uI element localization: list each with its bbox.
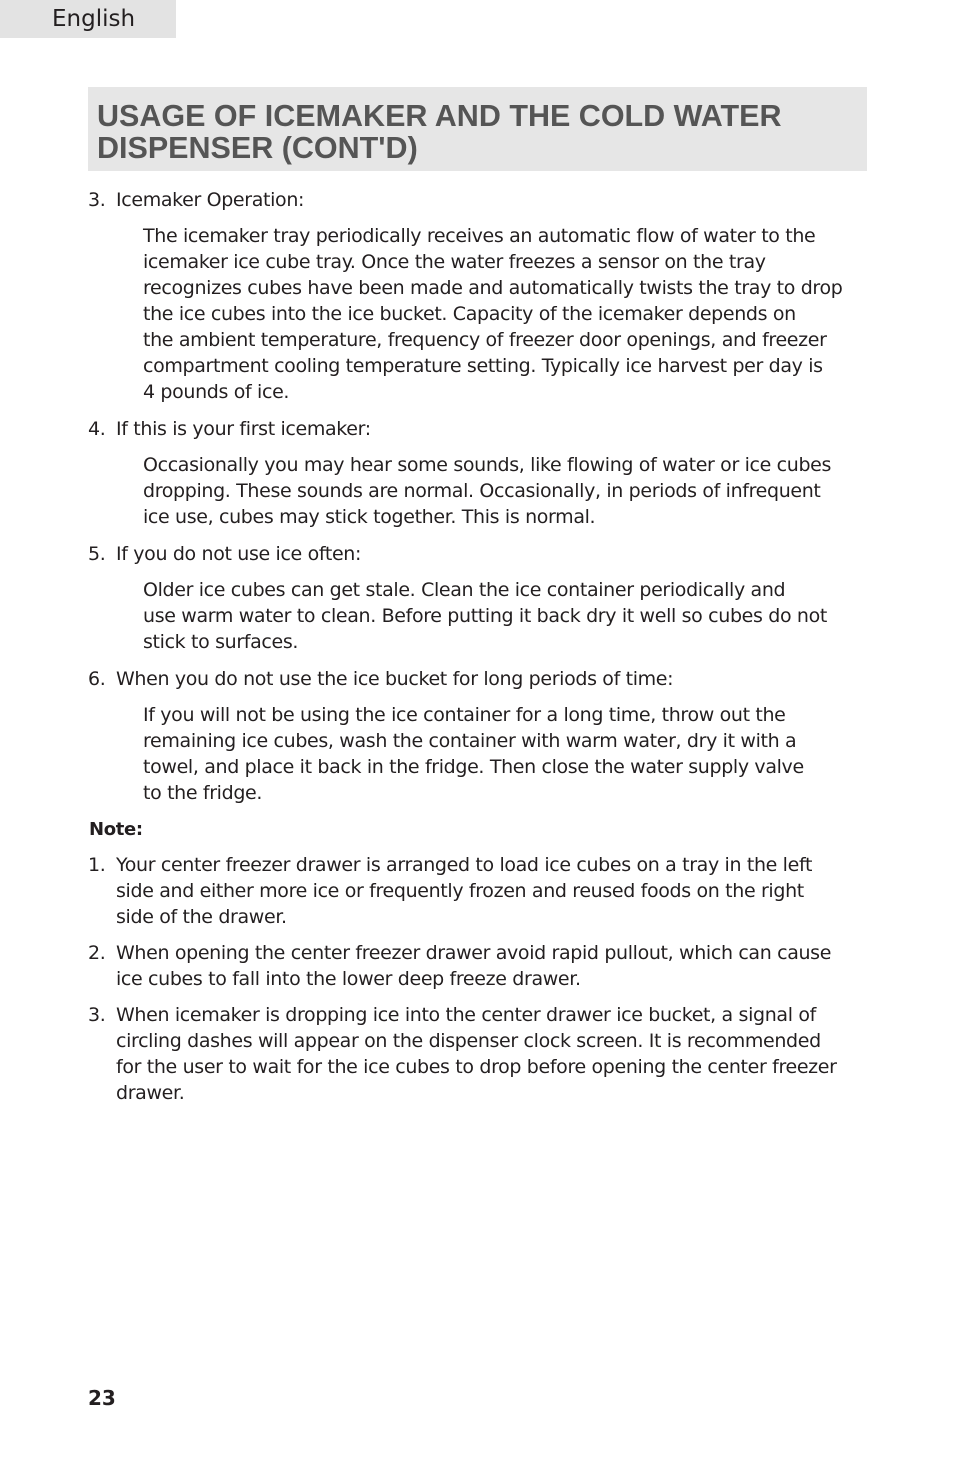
section-number: 6. xyxy=(88,668,106,690)
note-label: Note: xyxy=(89,819,143,840)
section-title xyxy=(88,87,867,171)
text-line: If you will not be using the ice container for a long time, throw out the xyxy=(143,704,786,726)
text-line: towel, and place it back in the fridge. Then close the water supply valve xyxy=(143,756,804,778)
section-heading-text: If you do not use ice often: xyxy=(116,543,362,565)
text-line: ice cubes to fall into the lower deep freeze drawer. xyxy=(116,968,581,990)
note-number: 1. xyxy=(88,854,106,876)
text-line: side and either more ice or frequently frozen and reused foods on the right xyxy=(116,880,804,902)
page-number: 23 xyxy=(88,1386,116,1410)
section-heading-text: When you do not use the ice bucket for long periods of time: xyxy=(116,668,674,690)
text-line: recognizes cubes have been made and automatically twists the tray to drop xyxy=(143,277,843,299)
text-line: drawer. xyxy=(116,1082,185,1104)
section-heading xyxy=(88,666,878,692)
text-line: use warm water to clean. Before putting it back dry it well so cubes do not xyxy=(143,605,827,627)
text-line: dropping. These sounds are normal. Occasionally, in periods of infrequent xyxy=(143,480,821,502)
text-line: When opening the center freezer drawer avoid rapid pullout, which can cause xyxy=(116,942,832,964)
title-line: USAGE OF ICEMAKER AND THE COLD WATER xyxy=(97,99,782,133)
section-heading xyxy=(88,416,878,442)
section-heading-text: Icemaker Operation: xyxy=(116,189,305,211)
text-line: Older ice cubes can get stale. Clean the ice container periodically and xyxy=(143,579,786,601)
text-line: the ambient temperature, frequency of freezer door openings, and freezer xyxy=(143,329,827,351)
title-line: DISPENSER (CONT'D) xyxy=(97,131,418,165)
section-number: 3. xyxy=(88,189,106,211)
note-text xyxy=(116,940,878,992)
text-line: Your center freezer drawer is arranged to load ice cubes on a tray in the left xyxy=(116,854,813,876)
text-line: side of the drawer. xyxy=(116,906,287,928)
section-paragraph xyxy=(143,223,878,405)
text-line: The icemaker tray periodically receives an automatic flow of water to the xyxy=(143,225,816,247)
section-paragraph xyxy=(143,702,878,806)
text-line: stick to surfaces. xyxy=(143,631,299,653)
text-line: for the user to wait for the ice cubes to drop before opening the center freezer xyxy=(116,1056,837,1078)
note-text xyxy=(116,1002,878,1106)
note-item xyxy=(88,940,878,992)
text-line: 4 pounds of ice. xyxy=(143,381,290,403)
note-item xyxy=(88,1002,878,1106)
section-number: 4. xyxy=(88,418,106,440)
main-content xyxy=(88,187,878,1116)
text-line: to the fridge. xyxy=(143,782,263,804)
text-line: icemaker ice cube tray. Once the water freezes a sensor on the tray xyxy=(143,251,766,273)
text-line: the ice cubes into the ice bucket. Capacity of the icemaker depends on xyxy=(143,303,796,325)
note-number: 3. xyxy=(88,1004,106,1026)
section-paragraph xyxy=(143,452,878,530)
section-heading xyxy=(88,541,878,567)
text-line: compartment cooling temperature setting. Typically ice harvest per day is xyxy=(143,355,823,377)
section-heading-text: If this is your first icemaker: xyxy=(116,418,371,440)
text-line: ice use, cubes may stick together. This is normal. xyxy=(143,506,596,528)
note-number: 2. xyxy=(88,942,106,964)
text-line: Occasionally you may hear some sounds, like flowing of water or ice cubes xyxy=(143,454,832,476)
section-paragraph xyxy=(143,577,878,655)
section-heading xyxy=(88,187,878,213)
note-text xyxy=(116,852,878,930)
text-line: circling dashes will appear on the dispenser clock screen. It is recommended xyxy=(116,1030,821,1052)
text-line: remaining ice cubes, wash the container with warm water, dry it with a xyxy=(143,730,797,752)
text-line: When icemaker is dropping ice into the center drawer ice bucket, a signal of xyxy=(116,1004,816,1026)
note-item xyxy=(88,852,878,930)
section-number: 5. xyxy=(88,543,106,565)
language-tab: English xyxy=(0,0,176,38)
